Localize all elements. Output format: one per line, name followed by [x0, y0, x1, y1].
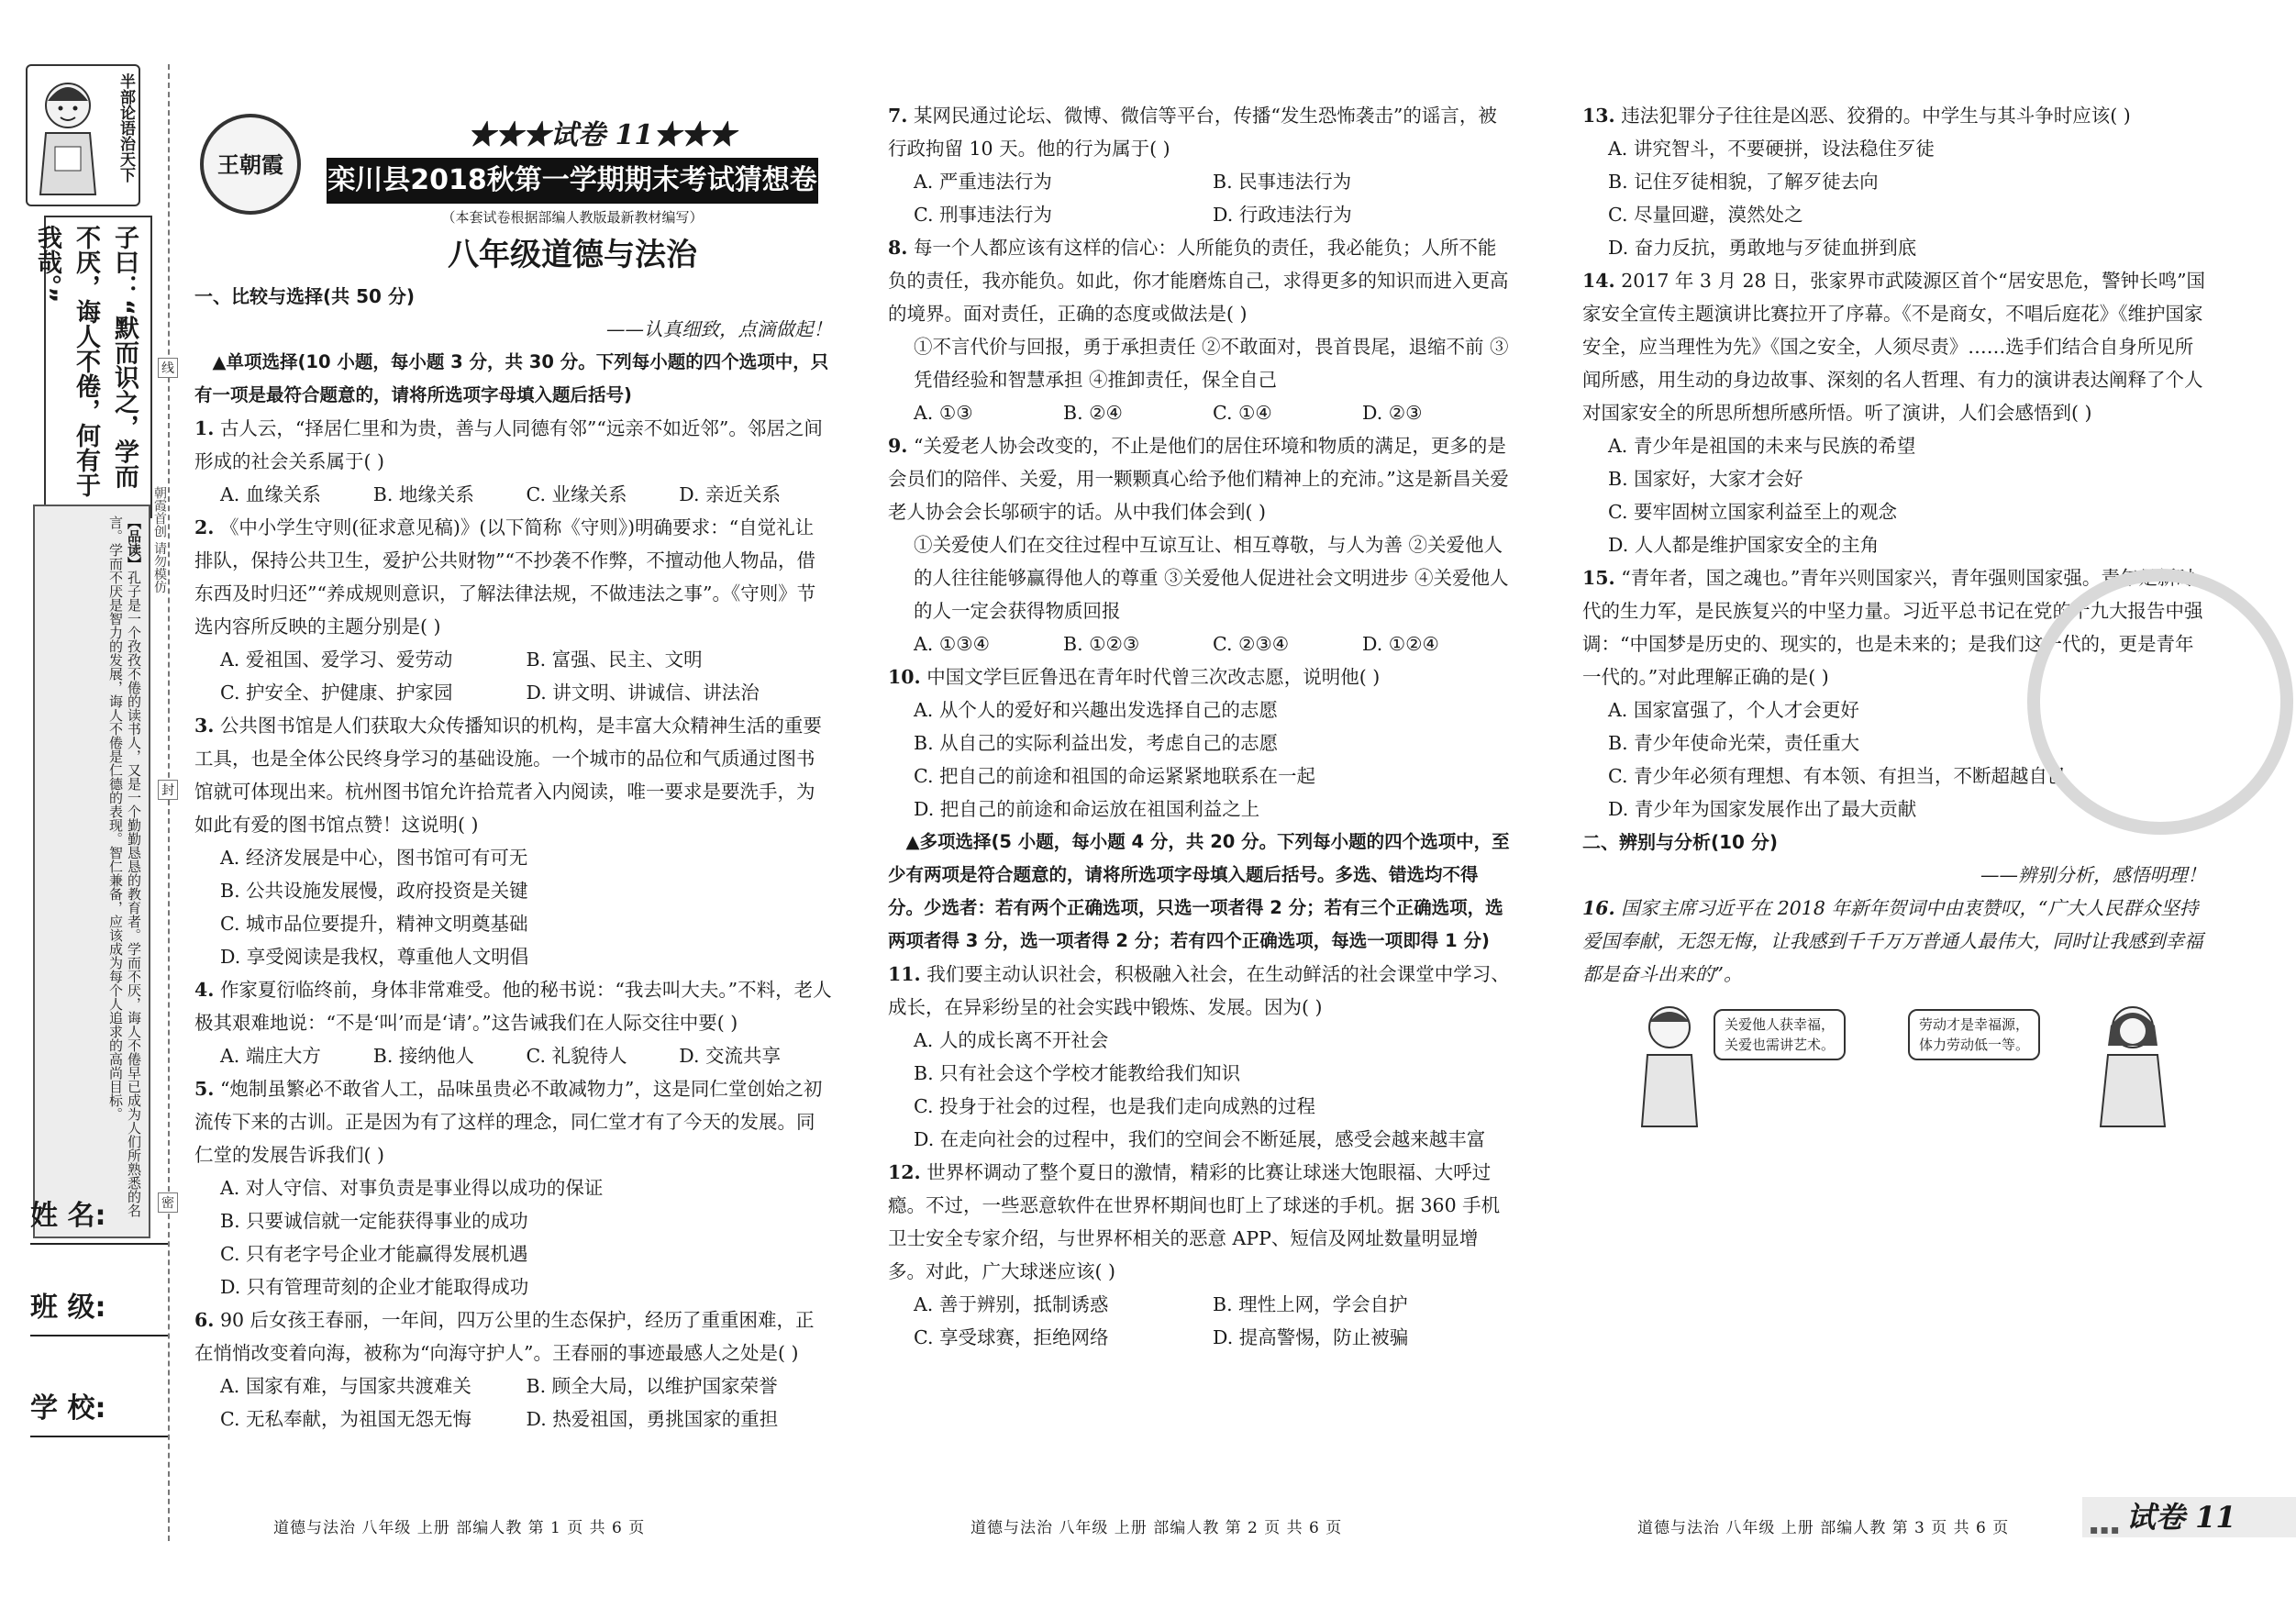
question-list-1 [194, 412, 832, 1436]
answer-option[interactable]: C. 把自己的前途和祖国的命运紧紧地联系在一起 [914, 765, 1315, 787]
answer-option[interactable]: D. ①②④ [1362, 633, 1439, 655]
answer-option[interactable]: A. 对人守信、对事负责是事业得以成功的保证 [220, 1177, 604, 1199]
answer-option[interactable]: D. 只有管理苛刻的企业才能取得成功 [220, 1276, 529, 1298]
footer-page-3: 道德与法治 八年级 上册 部编人教 第 3 页 共 6 页 [1637, 1519, 2010, 1537]
column-1 [194, 280, 832, 1436]
answer-option[interactable]: C. 投身于社会的过程，也是我们走向成熟的过程 [914, 1095, 1315, 1117]
answer-option[interactable]: B. 只有社会这个学校才能教给我们知识 [914, 1062, 1241, 1084]
question-text: 《中小学生守则(征求意见稿)》(以下简称《守则》)明确要求：“自觉礼让排队，保持公共卫生，爱护公共财物”“不抄袭不作弊，不擅动他人物品，借东西及时归还”“养成规则意识，了解法律法规，不做违法之事”。《守则》节选内容所反映的主题分别是( ) [194, 516, 816, 638]
answer-option[interactable]: D. 奋力反抗，勇敢地与歹徒血拼到底 [1608, 237, 1917, 259]
question: 9. “关爱老人协会改变的，不止是他们的居住环境和物质的满足，更多的是会员们的陪伴、关爱，用一颗颗真心给予他们精神上的充沛。”这是新昌关爱老人协会会长邬硕宇的话。从中我们体会到( ) [888, 435, 1509, 523]
answer-option[interactable]: D. ②③ [1362, 402, 1423, 424]
answer-option[interactable]: D. 行政违法行为 [1213, 204, 1352, 226]
confucius-quote: 子曰：“默而识之，学而不厌，诲人不倦，何有于我哉。” [33, 225, 139, 497]
left-margin [26, 64, 172, 1495]
speech-bubble-1: 关爱他人获幸福， 关爱也需讲艺术。 [1714, 1009, 1846, 1060]
answer-option[interactable]: D. 把自己的前途和命运放在祖国利益之上 [914, 798, 1260, 820]
answer-option[interactable]: C. 青少年必须有理想、有本领、有担当，不断超越自己 [1608, 765, 2067, 787]
answer-option[interactable]: B. 理性上网，学会自护 [1213, 1293, 1408, 1315]
answer-option[interactable]: B. 青少年使命光荣，责任重大 [1608, 732, 1860, 754]
question: 1. 古人云，“择居仁里和为贵，善与人同德有邻”“远亲不如近邻”。邻居之间形成的社会关系属于( ) [194, 417, 823, 472]
answer-option[interactable]: B. ②④ [1063, 402, 1123, 424]
footer-paper-tag: ▪▪▪ 试卷 11 [2082, 1497, 2296, 1537]
question: 6. 90 后女孩王春丽，一年间，四万公里的生态保护，经历了重重困难，正在悄悄改变着向海，被称为“向海守护人”。王春丽的事迹最感人之处是( ) [194, 1309, 815, 1364]
question: 4. 作家夏衍临终前，身体非常难受。他的秘书说：“我去叫大夫。”不料，老人极其艰难地说：“不是‘叫’而是‘请’。”这告诫我们在人际交往中要( ) [194, 979, 832, 1034]
question-text: 90 后女孩王春丽，一年间，四万公里的生态保护，经历了重重困难，正在悄悄改变着向海，被称为“向海守护人”。王春丽的事迹最感人之处是( ) [194, 1309, 815, 1364]
answer-option[interactable]: C. 业缘关系 [526, 483, 627, 505]
question-text: 某网民通过论坛、微博、微信等平台，传播“发生恐怖袭击”的谣言，被行政拘留 10 天。他的行为属于( ) [888, 105, 1497, 160]
answer-option[interactable]: C. 享受球赛，拒绝网络 [914, 1326, 1109, 1348]
question: 15. “青年者，国之魂也。”青年兴则国家兴，青年强则国家强。青年是新时代的生力军，是民族复兴的中坚力量。习近平总书记在党的十九大报告中强调：“中国梦是历史的、现实的，也是未来的；是我们这一代的，更是青年一代的。”对此理解正确的是( ) [1582, 567, 2203, 688]
subject-title: 八年级道德与法治 [448, 237, 697, 273]
question-16: 16. 国家主席习近平在 2018 年新年贺词中由衷赞叹，“广大人民群众坚持爱国奉献，无怨无悔，让我感到千千万万普通人最伟大，同时让我感到幸福都是奋斗出来的”。 [1582, 897, 2203, 985]
answer-option[interactable]: B. 顾全大局，以维护国家荣誉 [526, 1375, 778, 1397]
binding-tag-secret: 密 [158, 1192, 178, 1213]
commentary-box [33, 505, 150, 1238]
section-2-title: 二、辨别与分析(10 分) [1582, 831, 1779, 853]
girl-figure-icon [2091, 1000, 2174, 1128]
commentary-text [106, 516, 143, 1231]
answer-option[interactable]: C. 礼貌待人 [526, 1045, 627, 1067]
answer-option[interactable]: A. 青少年是祖国的未来与民族的希望 [1608, 435, 1916, 457]
answer-option[interactable]: D. 交流共享 [679, 1045, 781, 1067]
answer-option[interactable]: D. 在走向社会的过程中，我们的空间会不断延展，感受会越来越丰富 [914, 1128, 1486, 1150]
question-list-2b [888, 958, 1512, 1354]
single-choice-instructions: ▲单项选择(10 小题，每小题 3 分，共 30 分。下列每小题的四个选项中，只有一项是最符合题意的，请将所选项字母填入题后括号) [194, 351, 829, 405]
answer-option[interactable]: D. 人人都是维护国家安全的主角 [1608, 534, 1880, 556]
answer-option[interactable]: A. 讲究智斗，不要硬拼，设法稳住歹徒 [1608, 138, 1935, 160]
question: 10. 中国文学巨匠鲁迅在青年时代曾三次改志愿，说明他( ) [888, 666, 1381, 688]
watermark-stamp [2027, 569, 2293, 835]
answer-option[interactable]: B. 记住歹徒相貌，了解歹徒去向 [1608, 171, 1879, 193]
exam-note: （本套试卷根据部编人教版最新教材编写） [441, 209, 704, 226]
answer-option[interactable]: B. 国家好，大家才会好 [1608, 468, 1803, 490]
question-text: 世界杯调动了整个夏日的激情，精彩的比赛让球迷大饱眼福、大呼过瘾。不过，一些恶意软件在世界杯期间也盯上了球迷的手机。据 360 手机卫士安全专家介绍，与世界杯相关的恶意 APP、短信及网址数量明显增多。对此，广大球迷应该( ) [888, 1161, 1501, 1282]
section-2-motto: ——辨别分析，感悟明理！ [1980, 864, 2206, 886]
column-2 [888, 99, 1512, 1354]
answer-option[interactable]: B. ①②③ [1063, 633, 1140, 655]
answer-option[interactable]: A. 国家富强了，个人才会更好 [1608, 699, 1859, 721]
question-text: 每一个人都应该有这样的信心：人所能负的责任，我必能负；人所不能负的责任，我亦能负。如此，你才能磨炼自己，求得更多的知识而进入更高的境界。面对责任，正确的态度或做法是( ) [888, 237, 1509, 325]
answer-option[interactable]: A. 血缘关系 [220, 483, 321, 505]
answer-option[interactable]: B. 接纳他人 [372, 1045, 474, 1067]
answer-option[interactable]: C. 无私奉献，为祖国无怨无悔 [220, 1408, 471, 1430]
question-text: 古人云，“择居仁里和为贵，善与人同德有邻”“远亲不如近邻”。邻居之间形成的社会关系属于( ) [194, 417, 823, 472]
answer-option[interactable]: B. 富强、民主、文明 [526, 649, 703, 671]
answer-option[interactable]: C. 要牢固树立国家利益至上的观念 [1608, 501, 1897, 523]
answer-option[interactable]: A. 国家有难，与国家共渡难关 [220, 1375, 471, 1397]
answer-option[interactable]: A. ①③ [914, 402, 973, 424]
answer-option[interactable]: C. 刑事违法行为 [914, 204, 1052, 226]
binding-note: 朝霞首创 请勿模仿 [152, 486, 167, 593]
answer-option[interactable]: A. 严重违法行为 [914, 171, 1052, 193]
answer-option[interactable]: A. 端庄大方 [220, 1045, 321, 1067]
class-field[interactable]: 班 级: [30, 1284, 177, 1325]
commentary-body: 孔子是一个孜孜不倦的读书人，又是一个勤勤恳恳的教育者。学而不厌，诲人不倦早已成为人们所熟悉的名言。学而不厌是智力的发展，诲人不倦是仁德的表现。智仁兼备，应该成为每个人追求的高尚目标。 [107, 516, 142, 1217]
question-text: “青年者，国之魂也。”青年兴则国家兴，青年强则国家强。青年是新时代的生力军，是民族复兴的中坚力量。习近平总书记在党的十九大报告中强调：“中国梦是历史的、现实的，也是未来的；是我们这一代的，更是青年一代的。”对此理解正确的是( ) [1582, 567, 2203, 688]
question: 13. 违法犯罪分子往往是凶恶、狡猾的。中学生与其斗争时应该( ) [1582, 105, 2131, 127]
footer-page-2: 道德与法治 八年级 上册 部编人教 第 2 页 共 6 页 [971, 1519, 1343, 1537]
name-field[interactable]: 姓 名: [30, 1192, 177, 1233]
scholar-figure-icon [33, 73, 102, 202]
answer-option[interactable]: D. 讲文明、讲诚信、讲法治 [526, 682, 760, 704]
question-list-2a [888, 99, 1512, 826]
binding-tag-line: 线 [158, 358, 178, 378]
boy-figure-icon [1633, 1000, 1706, 1128]
answer-option[interactable]: C. ①④ [1213, 402, 1272, 424]
question: 7. 某网民通过论坛、微博、微信等平台，传播“发生恐怖袭击”的谣言，被行政拘留 10 天。他的行为属于( ) [888, 105, 1497, 160]
logo-text: 半部论语治天下 [116, 73, 135, 183]
brand-badge: 王朝霞 [200, 114, 301, 215]
answer-option[interactable]: B. 地缘关系 [372, 483, 474, 505]
answer-option[interactable]: D. 亲近关系 [679, 483, 781, 505]
answer-option[interactable]: C. 城市品位要提升，精神文明奠基础 [220, 913, 528, 935]
question: 8. 每一个人都应该有这样的信心：人所能负的责任，我必能负；人所不能负的责任，我亦能负。如此，你才能磨炼自己，求得更多的知识而进入更高的境界。面对责任，正确的态度或做法是( ) [888, 237, 1509, 325]
school-field[interactable]: 学 校: [30, 1385, 177, 1425]
question-text: “关爱老人协会改变的，不止是他们的居住环境和物质的满足，更多的是会员们的陪伴、关爱，用一颗颗真心给予他们精神上的充沛。”这是新昌关爱老人协会会长邬硕宇的话。从中我们体会到( ) [888, 435, 1509, 523]
answer-option[interactable]: A. 爱祖国、爱学习、爱劳动 [220, 649, 453, 671]
exam-title: 栾川县2018秋第一学期期末考试猜想卷 [327, 158, 818, 204]
answer-option[interactable]: C. 护安全、护健康、护家园 [220, 682, 453, 704]
section-1-motto: ——认真细致，点滴做起！ [606, 318, 832, 340]
question-statements: ①不言代价与回报，勇于承担责任 ②不敢面对，畏首畏尾，退缩不前 ③凭借经验和智慧承担 ④推卸责任，保全自己 [914, 336, 1509, 391]
answer-option[interactable]: A. 人的成长离不开社会 [914, 1029, 1109, 1051]
answer-option[interactable]: D. 提高警惕，防止被骗 [1213, 1326, 1409, 1348]
binding-tag-seal: 封 [158, 780, 178, 800]
binding-line [168, 64, 170, 1541]
section-1-title: 一、比较与选择(共 50 分) [194, 285, 416, 307]
answer-option[interactable]: A. 从个人的爱好和兴趣出发选择自己的志愿 [914, 699, 1278, 721]
answer-option[interactable]: D. 热爱祖国，勇挑国家的重担 [526, 1408, 779, 1430]
question-statements: ①关爱使人们在交往过程中互谅互让、相互尊敬，与人为善 ②关爱他人的人往往能够赢得他人的尊重 ③关爱他人促进社会文明进步 ④关爱他人的人一定会获得物质回报 [914, 534, 1509, 622]
cartoon-illustration [1633, 1000, 2192, 1128]
question-text: 公共图书馆是人们获取大众传播知识的机构，是丰富大众精神生活的重要工具，也是全体公民终身学习的基础设施。一个城市的品位和气质通过图书馆就可体现出来。杭州图书馆允许拾荒者入内阅读，唯一要求是要洗手，为如此有爱的图书馆点赞！这说明( ) [194, 715, 822, 836]
paper-number: ★★★试卷 11★★★ [468, 119, 737, 151]
question: 12. 世界杯调动了整个夏日的激情，精彩的比赛让球迷大饱眼福、大呼过瘾。不过，一些恶意软件在世界杯期间也盯上了球迷的手机。据 360 手机卫士安全专家介绍，与世界杯相关的恶意 APP、短信及网址数量明显增多。对此，广大球迷应该( ) [888, 1161, 1501, 1282]
question: 2. 《中小学生守则(征求意见稿)》(以下简称《守则》)明确要求：“自觉礼让排队，保持公共卫生，爱护公共财物”“不抄袭不作弊，不擅动他人物品，借东西及时归还”“养成规则意识，了解法律法规，不做违法之事”。《守则》节选内容所反映的主题分别是( ) [194, 516, 816, 638]
commentary-label: 【品读】 [126, 516, 142, 571]
question: 5. “炮制虽繁必不敢省人工，品味虽贵必不敢减物力”，这是同仁堂创始之初流传下来的古训。正是因为有了这样的理念，同仁堂才有了今天的发展。同仁堂的发展告诉我们( ) [194, 1078, 823, 1166]
answer-option[interactable]: B. 从自己的实际利益出发，考虑自己的志愿 [914, 732, 1279, 754]
answer-option[interactable]: A. ①③④ [914, 633, 990, 655]
answer-option[interactable]: A. 善于辨别，抵制诱惑 [914, 1293, 1109, 1315]
question-text: 中国文学巨匠鲁迅在青年时代曾三次改志愿，说明他( ) [926, 666, 1381, 688]
exam-header [193, 73, 835, 275]
question: 3. 公共图书馆是人们获取大众传播知识的机构，是丰富大众精神生活的重要工具，也是全体公民终身学习的基础设施。一个城市的品位和气质通过图书馆就可体现出来。杭州图书馆允许拾荒者入内阅读，唯一要求是要洗手，为如此有爱的图书馆点赞！这说明( ) [194, 715, 822, 836]
confucius-quote-box [33, 216, 152, 518]
question-text: 作家夏衍临终前，身体非常难受。他的秘书说：“我去叫大夫。”不料，老人极其艰难地说：“不是‘叫’而是‘请’。”这告诫我们在人际交往中要( ) [194, 979, 832, 1034]
footer-page-1: 道德与法治 八年级 上册 部编人教 第 1 页 共 6 页 [273, 1519, 646, 1537]
answer-option[interactable]: A. 经济发展是中心，图书馆可有可无 [220, 847, 528, 869]
question-text: “炮制虽繁必不敢省人工，品味虽贵必不敢减物力”，这是同仁堂创始之初流传下来的古训。正是因为有了这样的理念，同仁堂才有了今天的发展。同仁堂的发展告诉我们( ) [194, 1078, 823, 1166]
answer-option[interactable]: D. 享受阅读是我权，尊重他人文明倡 [220, 946, 529, 968]
answer-option[interactable]: C. ②③④ [1213, 633, 1290, 655]
logo-box [26, 64, 140, 206]
answer-option[interactable]: C. 只有老字号企业才能赢得发展机遇 [220, 1243, 528, 1265]
question-text: 违法犯罪分子往往是凶恶、狡猾的。中学生与其斗争时应该( ) [1621, 105, 2131, 127]
answer-option[interactable]: D. 青少年为国家发展作出了最大贡献 [1608, 798, 1917, 820]
question: 11. 我们要主动认识社会，积极融入社会，在生动鲜活的社会课堂中学习、成长，在异彩纷呈的社会实践中锻炼、发展。因为( ) [888, 963, 1510, 1018]
answer-option[interactable]: B. 民事违法行为 [1213, 171, 1352, 193]
question-text: 2017 年 3 月 28 日，张家界市武陵源区首个“居安思危，警钟长鸣”国家安全宣传主题演讲比赛拉开了序幕。《不是商女，不唱后庭花》《维护国家安全，应当理性为先》《国之安全，人须尽责》……选手们结合自身所见所闻所感，用生动的身边故事、深刻的名人哲理、有力的演讲表达阐释了个人对国家安全的所思所想所感所悟。听了演讲，人们会感悟到( ) [1582, 270, 2206, 424]
multi-choice-instructions: ▲多项选择(5 小题，每小题 4 分，共 20 分。下列每小题的四个选项中，至少有两项是符合题意的，请将所选项字母填入题后括号。多选、错选均不得分。少选者：若有两个正确选项，只选一项者得 2 分；若有三个正确选项，选两项者得 3 分，选一项者得 2 分；若有四个正确选项，每选一项即得 1 分) [888, 831, 1510, 951]
question-text: 我们要主动认识社会，积极融入社会，在生动鲜活的社会课堂中学习、成长，在异彩纷呈的社会实践中锻炼、发展。因为( ) [888, 963, 1510, 1018]
answer-option[interactable]: B. 公共设施发展慢，政府投资是关键 [220, 880, 528, 902]
question: 14. 2017 年 3 月 28 日，张家界市武陵源区首个“居安思危，警钟长鸣”国家安全宣传主题演讲比赛拉开了序幕。《不是商女，不唱后庭花》《维护国家安全，应当理性为先》《国之安全，人须尽责》……选手们结合自身所见所闻所感，用生动的身边故事、深刻的名人哲理、有力的演讲表达阐释了个人对国家安全的所思所想所感所悟。听了演讲，人们会感悟到( ) [1582, 270, 2206, 424]
answer-option[interactable]: C. 尽量回避，漠然处之 [1608, 204, 1803, 226]
column-3 [1582, 99, 2206, 991]
speech-bubble-2: 劳动才是幸福源， 体力劳动低一等。 [1908, 1009, 2040, 1060]
answer-option[interactable]: B. 只要诚信就一定能获得事业的成功 [220, 1210, 528, 1232]
